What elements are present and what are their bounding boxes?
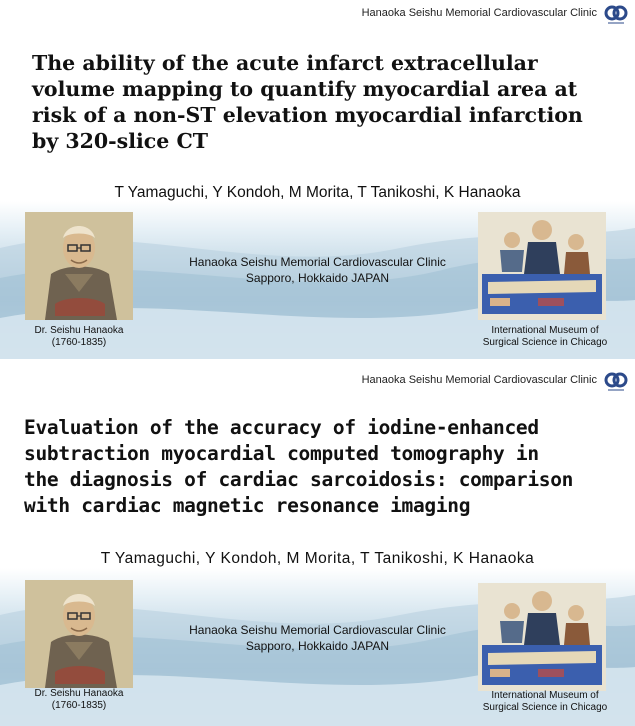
portrait-caption-line: Dr. Seishu Hanaoka <box>34 325 124 336</box>
portrait-caption-line: (1760-1835) <box>51 337 107 348</box>
slide-2 <box>0 367 635 726</box>
portrait-caption-line: Dr. Seishu Hanaoka <box>34 688 124 699</box>
painting-caption-line: Surgical Science in Chicago <box>482 337 608 348</box>
portrait-image <box>25 212 133 320</box>
title-line: The ability of the acute infarct extracellular <box>32 51 538 75</box>
slide-divider <box>0 359 635 367</box>
title-line: risk of a non-ST elevation myocardial infarction <box>32 103 583 127</box>
surgery-painting-image <box>478 583 606 691</box>
slide-title <box>32 50 612 154</box>
portrait-caption <box>14 325 144 349</box>
slide-title <box>24 415 624 519</box>
title-line: the diagnosis of cardiac sarcoidosis: comparison <box>24 468 574 491</box>
affiliation-line: Hanaoka Seishu Memorial Cardiovascular Clinic <box>189 255 446 269</box>
affiliation-line: Sapporo, Hokkaido JAPAN <box>245 639 390 653</box>
affiliation-line: Sapporo, Hokkaido JAPAN <box>245 271 390 285</box>
slide-1 <box>0 0 635 359</box>
title-line: with cardiac magnetic resonance imaging <box>24 494 471 517</box>
portrait-image <box>25 580 133 688</box>
authors: T Yamaguchi, Y Kondoh, M Morita, T Tanikoshi, K Hanaoka <box>114 184 521 201</box>
painting-caption <box>470 690 620 714</box>
clinic-logo-icon <box>604 370 628 394</box>
clinic-header: Hanaoka Seishu Memorial Cardiovascular Clinic <box>361 374 597 386</box>
painting-caption <box>470 325 620 349</box>
title-line: by 320-slice CT <box>32 129 209 153</box>
painting-caption-line: International Museum of <box>491 325 599 336</box>
surgery-painting-image <box>478 212 606 320</box>
title-line: Evaluation of the accuracy of iodine-enhanced <box>24 416 539 439</box>
affiliation-line: Hanaoka Seishu Memorial Cardiovascular Clinic <box>189 623 446 637</box>
portrait-caption-line: (1760-1835) <box>51 700 107 711</box>
painting-caption-line: Surgical Science in Chicago <box>482 702 608 713</box>
title-line: volume mapping to quantify myocardial area at <box>32 77 578 101</box>
clinic-logo-icon <box>604 3 628 27</box>
clinic-header: Hanaoka Seishu Memorial Cardiovascular Clinic <box>361 7 597 19</box>
title-line: subtraction myocardial computed tomography in <box>24 442 539 465</box>
painting-caption-line: International Museum of <box>491 690 599 701</box>
portrait-caption <box>14 688 144 712</box>
authors: T Yamaguchi, Y Kondoh, M Morita, T Tanikoshi, K Hanaoka <box>100 550 535 567</box>
